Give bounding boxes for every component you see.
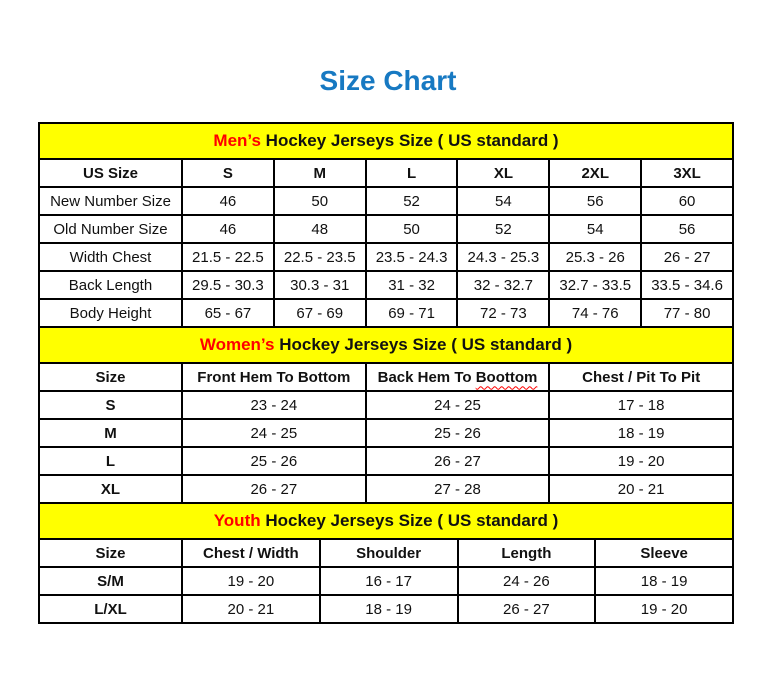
table-cell: 60 [641,187,733,215]
row-label: Old Number Size [39,215,182,243]
table-cell: 48 [274,215,366,243]
mens-section-band [39,123,733,159]
table-cell: 32.7 - 33.5 [549,271,641,299]
row-label: L/XL [39,595,182,623]
table-row [39,447,733,475]
band-text: Hockey Jerseys Size ( US standard ) [260,131,559,150]
table-cell: 24 - 25 [366,391,550,419]
column-header: Sleeve [595,539,733,567]
table-row [39,243,733,271]
band-accent-text: Men’s [213,131,261,150]
table-cell: 26 - 27 [366,447,550,475]
table-cell: 26 - 27 [458,595,596,623]
table-row [39,419,733,447]
column-header: L [366,159,458,187]
row-label: S/M [39,567,182,595]
table-cell: 52 [457,215,549,243]
row-label: Width Chest [39,243,182,271]
table-cell: 27 - 28 [366,475,550,503]
table-cell: 29.5 - 30.3 [182,271,274,299]
column-header [366,363,550,391]
column-header: Front Hem To Bottom [182,363,366,391]
table-cell: 25.3 - 26 [549,243,641,271]
table-cell: 54 [549,215,641,243]
table-cell: 65 - 67 [182,299,274,327]
table-cell: 50 [366,215,458,243]
table-cell: 50 [274,187,366,215]
header-text: Back Hem To [377,368,476,386]
table-cell: 56 [549,187,641,215]
table-row [39,567,733,595]
table-cell: 31 - 32 [366,271,458,299]
table-cell: 25 - 26 [182,447,366,475]
column-header: M [274,159,366,187]
mens-header-row [39,159,733,187]
column-header: Chest / Width [182,539,320,567]
table-cell: 17 - 18 [549,391,733,419]
table-row [39,299,733,327]
table-cell: 77 - 80 [641,299,733,327]
table-cell: 24 - 25 [182,419,366,447]
band-text: Hockey Jerseys Size ( US standard ) [260,511,559,530]
table-cell: 22.5 - 23.5 [274,243,366,271]
table-cell: 46 [182,215,274,243]
table-cell: 26 - 27 [182,475,366,503]
table-cell: 72 - 73 [457,299,549,327]
youth-size-table [38,502,734,624]
womens-section-band [39,327,733,363]
column-header: Size [39,363,182,391]
band-text: Hockey Jerseys Size ( US standard ) [274,335,573,354]
table-cell: 69 - 71 [366,299,458,327]
table-row [39,215,733,243]
misspelled-word: Boottom [475,368,538,386]
table-cell: 25 - 26 [366,419,550,447]
table-cell: 67 - 69 [274,299,366,327]
table-cell: 19 - 20 [595,595,733,623]
band-accent-text: Women’s [199,335,275,354]
youth-header-row [39,539,733,567]
row-label: M [39,419,182,447]
column-header: Chest / Pit To Pit [549,363,733,391]
row-label: Back Length [39,271,182,299]
table-cell: 24 - 26 [458,567,596,595]
youth-band-row [39,503,733,539]
column-header: 2XL [549,159,641,187]
table-cell: 33.5 - 34.6 [641,271,733,299]
table-row [39,271,733,299]
table-cell: 18 - 19 [595,567,733,595]
table-row [39,187,733,215]
row-label: New Number Size [39,187,182,215]
page-title: Size Chart [319,65,457,96]
table-cell: 54 [457,187,549,215]
table-row [39,595,733,623]
table-cell: 18 - 19 [549,419,733,447]
table-cell: 46 [182,187,274,215]
column-header: XL [457,159,549,187]
table-cell: 30.3 - 31 [274,271,366,299]
youth-section-band [39,503,733,539]
womens-size-table [38,326,734,504]
table-row [39,391,733,419]
row-label: S [39,391,182,419]
table-cell: 52 [366,187,458,215]
column-header: Shoulder [320,539,458,567]
size-chart [38,122,734,624]
table-cell: 18 - 19 [320,595,458,623]
table-cell: 20 - 21 [182,595,320,623]
table-cell: 19 - 20 [182,567,320,595]
womens-band-row [39,327,733,363]
table-cell: 74 - 76 [549,299,641,327]
mens-band-row [39,123,733,159]
column-header: Size [39,539,182,567]
table-cell: 20 - 21 [549,475,733,503]
table-cell: 23 - 24 [182,391,366,419]
band-accent-text: Youth [213,511,261,530]
column-header: 3XL [641,159,733,187]
column-header: S [182,159,274,187]
row-label: XL [39,475,182,503]
column-header: US Size [39,159,182,187]
table-cell: 24.3 - 25.3 [457,243,549,271]
table-cell: 23.5 - 24.3 [366,243,458,271]
table-cell: 16 - 17 [320,567,458,595]
column-header: Length [458,539,596,567]
row-label: Body Height [39,299,182,327]
table-cell: 56 [641,215,733,243]
row-label: L [39,447,182,475]
table-cell: 21.5 - 22.5 [182,243,274,271]
table-cell: 32 - 32.7 [457,271,549,299]
table-cell: 26 - 27 [641,243,733,271]
womens-header-row [39,363,733,391]
table-row [39,475,733,503]
mens-size-table [38,122,734,328]
table-cell: 19 - 20 [549,447,733,475]
